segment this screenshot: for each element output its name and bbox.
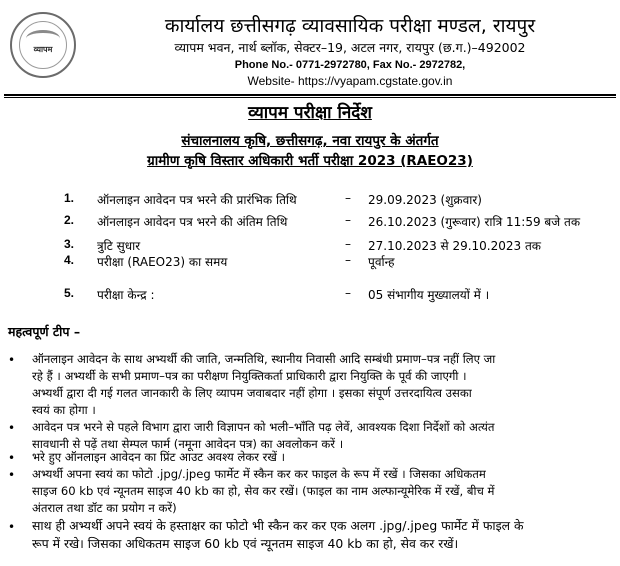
tip-line: अभ्यर्थी द्वारा दी गई गलत जानकारी के लिए व्यापम जवाबदार नहीं होगा । इसका संपूर्ण उत्तरदायित्व उसका [32,386,472,400]
tip-item [32,466,605,517]
tip-line: अभ्यर्थी अपना स्वयं का फोटो .jpg/.jpeg फार्मेट में स्कैन कर कर फाइल के रूप में रखें । जिसका अधिकतम [32,467,486,481]
org-phone: Phone No.- 0771-2972780, Fax No.- 2972782, [234,59,466,71]
bullet: • [8,353,16,367]
row-dash: – [345,253,351,267]
row-value: 27.10.2023 से 29.10.2023 तक [368,239,542,253]
row-number: 5. [64,286,75,300]
bullet: • [8,421,16,435]
bullet: • [8,520,16,534]
row-dash: – [345,237,351,251]
tip-line: भरे हुए ऑनलाइन आवेदन का प्रिंट आउट अवश्य लेकर रखें । [32,450,285,464]
row-label: परीक्षा केन्द्र : [97,288,155,302]
tip-line: ऑनलाइन आवेदन के साथ अभ्यर्थी की जाति, जन्मतिथि, स्थानीय निवासी आदि सम्बंधी प्रमाण–पत्र नहीं लिए जा [32,352,496,366]
tip-line: सावधानी से पढ़ें तथा सेम्पल फार्म (नमूना आवेदन पत्र) का अवलोकन करें । [32,437,344,451]
row-dash: – [345,213,351,227]
tips-heading: महत्वपूर्ण टीप – [8,324,81,339]
tip-line: रूप में रखे। जिसका अधिकतम साइज 60 kb एवं न्यूनतम साइज 40 kb का हो, सेव कर रखें। [32,536,459,551]
row-number: 4. [64,253,75,267]
row-value: 05 संभागीय मुख्यालयों में । [368,288,490,302]
row-dash: – [345,191,351,205]
tip-line: रहे हैं । अभ्यर्थी के सभी प्रमाण–पत्र का परीक्षण नियुक्तिकर्ता प्राधिकारी द्वारा नियुक्ति के पूर्व की जाएगी । [32,369,467,383]
tip-line: आवेदन पत्र भरने से पहले विभाग द्वारा जारी विज्ञापन को भली–भाँति पढ़ लेवें, आवश्यक दिशा निर्देशों को अत्यंत [32,420,495,434]
row-label: ऑनलाइन आवेदन पत्र भरने की प्रारंभिक तिथि [97,193,297,207]
org-website: Website- https://vyapam.cgstate.gov.in [247,74,453,88]
tip-line: अंतराल तथा डॉट का प्रयोग न करें) [32,501,177,515]
row-value: पूर्वान्ह [368,255,395,269]
org-address: व्यापम भवन, नार्थ ब्लॉक, सेक्टर–19, अटल नगर, रायपुर (छ.ग.)–492002 [174,40,526,55]
document-subtitle-2: ग्रामीण कृषि विस्तार अधिकारी भर्ती परीक्षा 2023 (RAEO23) [147,153,473,169]
tip-item [32,449,605,466]
row-number: 3. [64,237,75,251]
logo-text: व्यापम [33,45,53,54]
tip-item [32,517,605,553]
row-value: 26.10.2023 (गुरूवार) रात्रि 11:59 बजे तक [368,215,581,229]
header-divider-thin [4,97,616,98]
tip-line: साइज 60 kb एवं न्यूनतम साइज 40 kb का हो, सेव कर रखें। (फाइल का नाम अल्फान्यूमेरिक में रखें, बीच में [32,484,495,498]
row-number: 1. [64,191,75,205]
row-label: त्रुटि सुधार [97,239,141,253]
document-subtitle-1: संचालनालय कृषि, छत्तीसगढ़, नवा रायपुर के अंतर्गत [181,133,439,149]
org-name: कार्यालय छत्तीसगढ़ व्यावसायिक परीक्षा मण्डल, रायपुर [164,15,536,37]
row-dash: – [345,286,351,300]
vyapam-logo [10,12,76,78]
bullet: • [8,451,16,465]
row-label: परीक्षा (RAEO23) का समय [97,255,228,269]
tip-line: साथ ही अभ्यर्थी अपने स्वयं के हस्ताक्षर का फोटो भी स्कैन कर कर एक अलग .jpg/.jpeg फार्मेट में फाइल के [32,518,524,533]
row-number: 2. [64,213,75,227]
tip-item [32,351,605,419]
row-value: 29.09.2023 (शुक्रवार) [368,193,482,207]
document-title: व्यापम परीक्षा निर्देश [248,103,372,123]
header-divider [4,94,616,96]
bullet: • [8,468,16,482]
row-label: ऑनलाइन आवेदन पत्र भरने की अंतिम तिथि [97,215,288,229]
tip-line: स्वयं का होगा । [32,403,96,417]
tip-item [32,419,605,453]
